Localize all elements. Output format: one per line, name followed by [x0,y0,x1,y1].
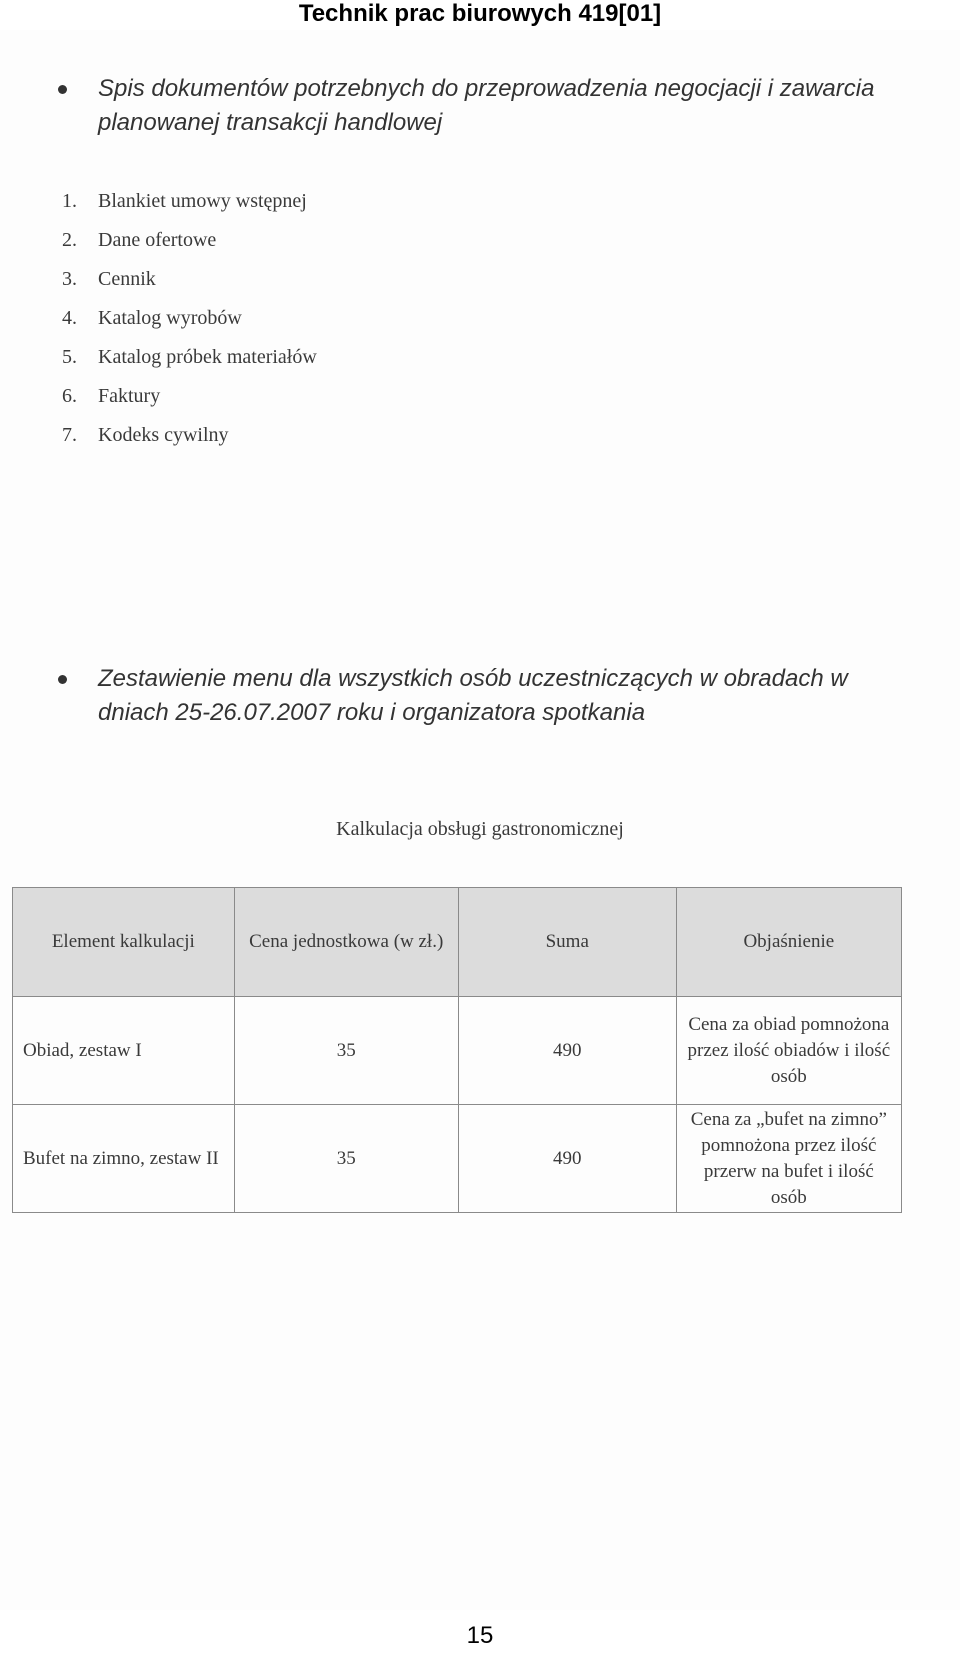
list-item [62,338,317,377]
page-header-title: Technik prac biurowych 419[01] [298,0,662,27]
bullet-icon [58,675,67,684]
list-item-label: Faktury [98,385,161,407]
section-menu-heading [60,662,920,730]
cell-explanation: Cena za „bufet na zimno” pomnożona przez ilość przerw na bufet i ilość osób [676,1105,901,1213]
column-header-sum: Suma [458,888,676,997]
section-documents-heading [60,72,920,140]
section-documents-heading-text: Spis dokumentów potrzebnych do przeprowadzenia negocjacji i zawarcia planowanej transakcji handlowej [98,75,875,136]
list-item-label: Katalog próbek materiałów [98,346,317,368]
list-item-label: Blankiet umowy wstępnej [98,190,307,212]
list-item [62,221,317,260]
list-item-number: 5. [62,346,77,368]
list-item-number: 7. [62,424,77,446]
list-item [62,299,317,338]
cell-unit-price: 35 [234,1105,458,1213]
list-item-number: 2. [62,229,77,251]
cell-element: Bufet na zimno, zestaw II [13,1105,235,1213]
list-item [62,260,317,299]
page-number: 15 [466,1622,494,1649]
column-header-element: Element kalkulacji [13,888,235,997]
table-header-row [13,888,902,997]
cell-sum: 490 [458,997,676,1105]
section-menu-heading-text: Zestawienie menu dla wszystkich osób uczestniczących w obradach w dniach 25-26.07.2007 roku i organizatora spotkania [98,665,848,726]
list-item [62,182,317,221]
list-item-label: Cennik [98,268,156,290]
calc-table-title: Kalkulacja obsługi gastronomicznej [336,818,624,840]
cell-element: Obiad, zestaw I [13,997,235,1105]
cell-explanation: Cena za obiad pomnożona przez ilość obiadów i ilość osób [676,997,901,1105]
list-item-label: Katalog wyrobów [98,307,242,329]
table-row [13,997,902,1105]
list-item-number: 3. [62,268,77,290]
list-item-label: Dane ofertowe [98,229,217,251]
calculation-table [12,887,902,1213]
bullet-icon [58,85,67,94]
list-item [62,416,317,455]
column-header-explanation: Objaśnienie [676,888,901,997]
table-row [13,1105,902,1213]
list-item-label: Kodeks cywilny [98,424,229,446]
list-item [62,377,317,416]
cell-sum: 490 [458,1105,676,1213]
list-item-number: 1. [62,190,77,212]
list-item-number: 6. [62,385,77,407]
document-list [62,182,317,455]
cell-unit-price: 35 [234,997,458,1105]
column-header-unit-price: Cena jednostkowa (w zł.) [234,888,458,997]
list-item-number: 4. [62,307,77,329]
scanned-page [0,30,960,1610]
